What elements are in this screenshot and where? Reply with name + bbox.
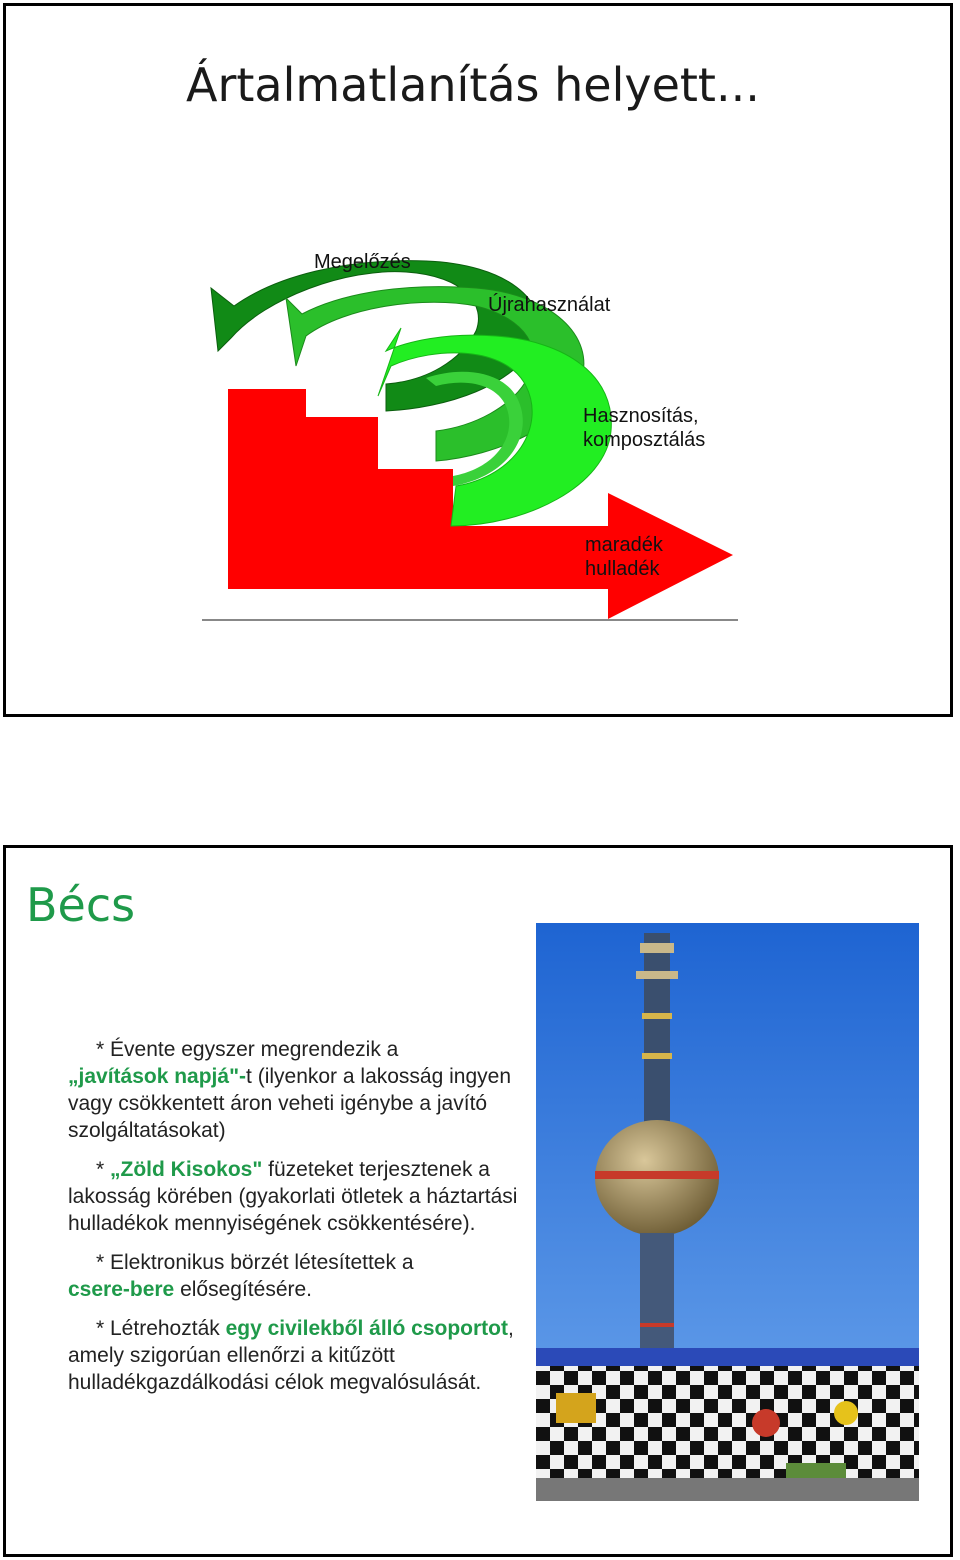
- paragraph-civil-group: * Létrehozták egy civilekből álló csoportot, amely szigorúan ellenőrzi a kitűzött hulladékgazdálkodási célok megvalósulását.: [68, 1317, 514, 1394]
- paragraph-repair-day: * Évente egyszer megrendezik a „javítások napjá"-t (ilyenkor a lakosság ingyen vagy csökkentett áron veheti igénybe a javító szolgáltatásokat): [68, 1038, 512, 1142]
- label-residual: [585, 533, 663, 581]
- slide-title: Bécs: [26, 878, 136, 932]
- slide-waste-hierarchy: [3, 3, 953, 717]
- spittelau-incinerator-tower-photo: [536, 923, 919, 1501]
- label-recycling-line2: komposztálás: [583, 429, 706, 451]
- label-recycling-line1: Hasznosítás,: [583, 405, 699, 427]
- paragraph-green-guide: * „Zöld Kisokos" füzeteket terjesztenek a lakosság körében (gyakorlati ötletek a háztartási hulladékok mennyiségének csökkentésére).: [68, 1158, 518, 1235]
- paragraph-exchange: * Elektronikus börzét létesítettek a csere-bere elősegítésére.: [68, 1251, 414, 1301]
- bullet-text-block: [68, 1036, 528, 1408]
- slide-title: Ártalmatlanítás helyett...: [186, 58, 760, 112]
- label-residual-line2: hulladék: [585, 558, 660, 580]
- waste-hierarchy-diagram: [6, 6, 950, 714]
- label-residual-line1: maradék: [585, 534, 663, 556]
- label-reuse: Újrahasználat: [488, 294, 611, 316]
- label-recycling: [583, 404, 705, 452]
- slide-vienna: [3, 845, 953, 1557]
- label-prevention: Megelőzés: [314, 251, 411, 273]
